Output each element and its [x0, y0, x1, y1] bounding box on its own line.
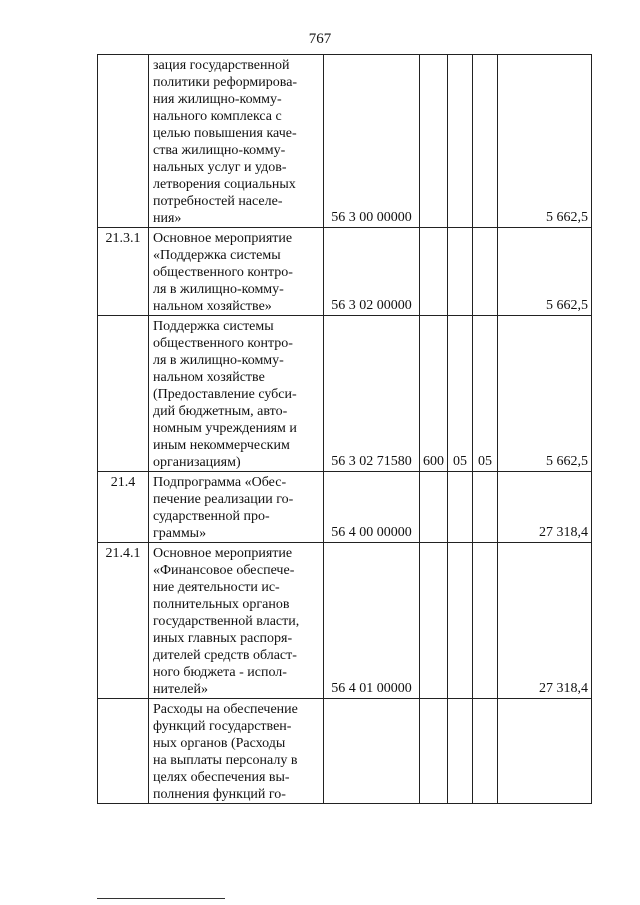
amount-cell: 5 662,5 — [498, 316, 592, 472]
row-number-cell — [98, 316, 149, 472]
row-name-line: нителей» — [153, 682, 209, 697]
row-name-line: функций государствен- — [153, 719, 292, 734]
target-article-code-cell: 56 4 01 00000 — [324, 543, 420, 699]
row-name-line: «Поддержка системы — [153, 248, 281, 263]
row-name-line: нальном хозяйстве» — [153, 299, 272, 314]
row-name-line: иных главных распоря- — [153, 631, 293, 646]
amount-cell: 27 318,4 — [498, 472, 592, 543]
row-name-line: печение реализации го- — [153, 492, 294, 507]
row-name-line: Подпрограмма «Обес- — [153, 475, 287, 490]
row-name-line: общественного контро- — [153, 336, 293, 351]
row-name-line: целью повышения каче- — [153, 126, 297, 141]
row-number-cell: 21.3.1 — [98, 228, 149, 316]
subsection-cell — [473, 55, 498, 228]
target-article-code-cell: 56 4 00 00000 — [324, 472, 420, 543]
row-name-line: полнительных органов — [153, 597, 290, 612]
target-article-code-cell — [324, 699, 420, 804]
row-name-line: иным некоммерческим — [153, 438, 290, 453]
table-row — [98, 316, 592, 472]
footer-rule — [97, 898, 225, 899]
row-name-line: Основное мероприятие — [153, 231, 293, 246]
row-name-line: Расходы на обеспечение — [153, 702, 298, 717]
table-body — [98, 55, 592, 804]
row-name-line: политики реформирова- — [153, 75, 298, 90]
target-article-code-cell: 56 3 00 00000 — [324, 55, 420, 228]
row-name-line: сударственной про- — [153, 509, 270, 524]
row-name-line: целях обеспечения вы- — [153, 770, 290, 785]
subsection-cell — [473, 699, 498, 804]
section-cell — [448, 55, 473, 228]
section-cell — [448, 699, 473, 804]
page-number: 767 — [308, 31, 332, 47]
subsection-cell: 05 — [473, 316, 498, 472]
row-name-line: нальном хозяйстве — [153, 370, 265, 385]
row-name-line: ля в жилищно-комму- — [153, 353, 284, 368]
row-name-line: номным учреждениям и — [153, 421, 297, 436]
subsection-cell — [473, 472, 498, 543]
row-name-line: общественного контро- — [153, 265, 293, 280]
subsection-cell — [473, 228, 498, 316]
expense-type-cell — [420, 55, 448, 228]
amount-cell: 27 318,4 — [498, 543, 592, 699]
row-name-line: ния» — [153, 211, 182, 226]
subsection-cell — [473, 543, 498, 699]
section-cell: 05 — [448, 316, 473, 472]
row-name-cell — [149, 55, 324, 228]
row-name-line: потребностей населе- — [153, 194, 283, 209]
budget-table — [97, 54, 592, 804]
row-name-line: летворения социальных — [153, 177, 296, 192]
row-name-line: дителей средств област- — [153, 648, 297, 663]
row-number-cell: 21.4 — [98, 472, 149, 543]
table-row — [98, 55, 592, 228]
row-name-line: ства жилищно-комму- — [153, 143, 286, 158]
row-name-line: государственной власти, — [153, 614, 300, 629]
row-name-cell — [149, 472, 324, 543]
row-name-line: зация государственной — [153, 58, 290, 73]
expense-type-cell — [420, 472, 448, 543]
row-name-line: ние деятельности ис- — [153, 580, 280, 595]
section-cell — [448, 543, 473, 699]
row-name-line: Поддержка системы — [153, 319, 274, 334]
row-name-cell — [149, 699, 324, 804]
row-name-line: дий бюджетным, авто- — [153, 404, 288, 419]
row-name-line: нального комплекса с — [153, 109, 282, 124]
row-name-line: нальных услуг и удов- — [153, 160, 287, 175]
row-name-line: «Финансовое обеспече- — [153, 563, 295, 578]
amount-cell: 5 662,5 — [498, 228, 592, 316]
row-name-line: ля в жилищно-комму- — [153, 282, 284, 297]
table-row — [98, 699, 592, 804]
row-name-cell — [149, 228, 324, 316]
target-article-code-cell: 56 3 02 00000 — [324, 228, 420, 316]
table-row — [98, 228, 592, 316]
row-name-line: ния жилищно-комму- — [153, 92, 282, 107]
row-name-line: ных органов (Расходы — [153, 736, 286, 751]
row-name-line: ного бюджета - испол- — [153, 665, 287, 680]
expense-type-cell — [420, 543, 448, 699]
amount-cell: 5 662,5 — [498, 55, 592, 228]
table-row — [98, 543, 592, 699]
row-name-line: граммы» — [153, 526, 207, 541]
expense-type-cell — [420, 699, 448, 804]
row-name-cell — [149, 543, 324, 699]
row-name-line: (Предоставление субси- — [153, 387, 297, 402]
row-name-cell — [149, 316, 324, 472]
row-number-cell — [98, 55, 149, 228]
row-name-line: на выплаты персоналу в — [153, 753, 298, 768]
amount-cell — [498, 699, 592, 804]
row-number-cell — [98, 699, 149, 804]
table-row — [98, 472, 592, 543]
section-cell — [448, 472, 473, 543]
row-name-line: Основное мероприятие — [153, 546, 293, 561]
target-article-code-cell: 56 3 02 71580 — [324, 316, 420, 472]
expense-type-cell — [420, 228, 448, 316]
expense-type-cell: 600 — [420, 316, 448, 472]
row-name-line: организациям) — [153, 455, 241, 470]
section-cell — [448, 228, 473, 316]
row-number-cell: 21.4.1 — [98, 543, 149, 699]
row-name-line: полнения функций го- — [153, 787, 286, 802]
